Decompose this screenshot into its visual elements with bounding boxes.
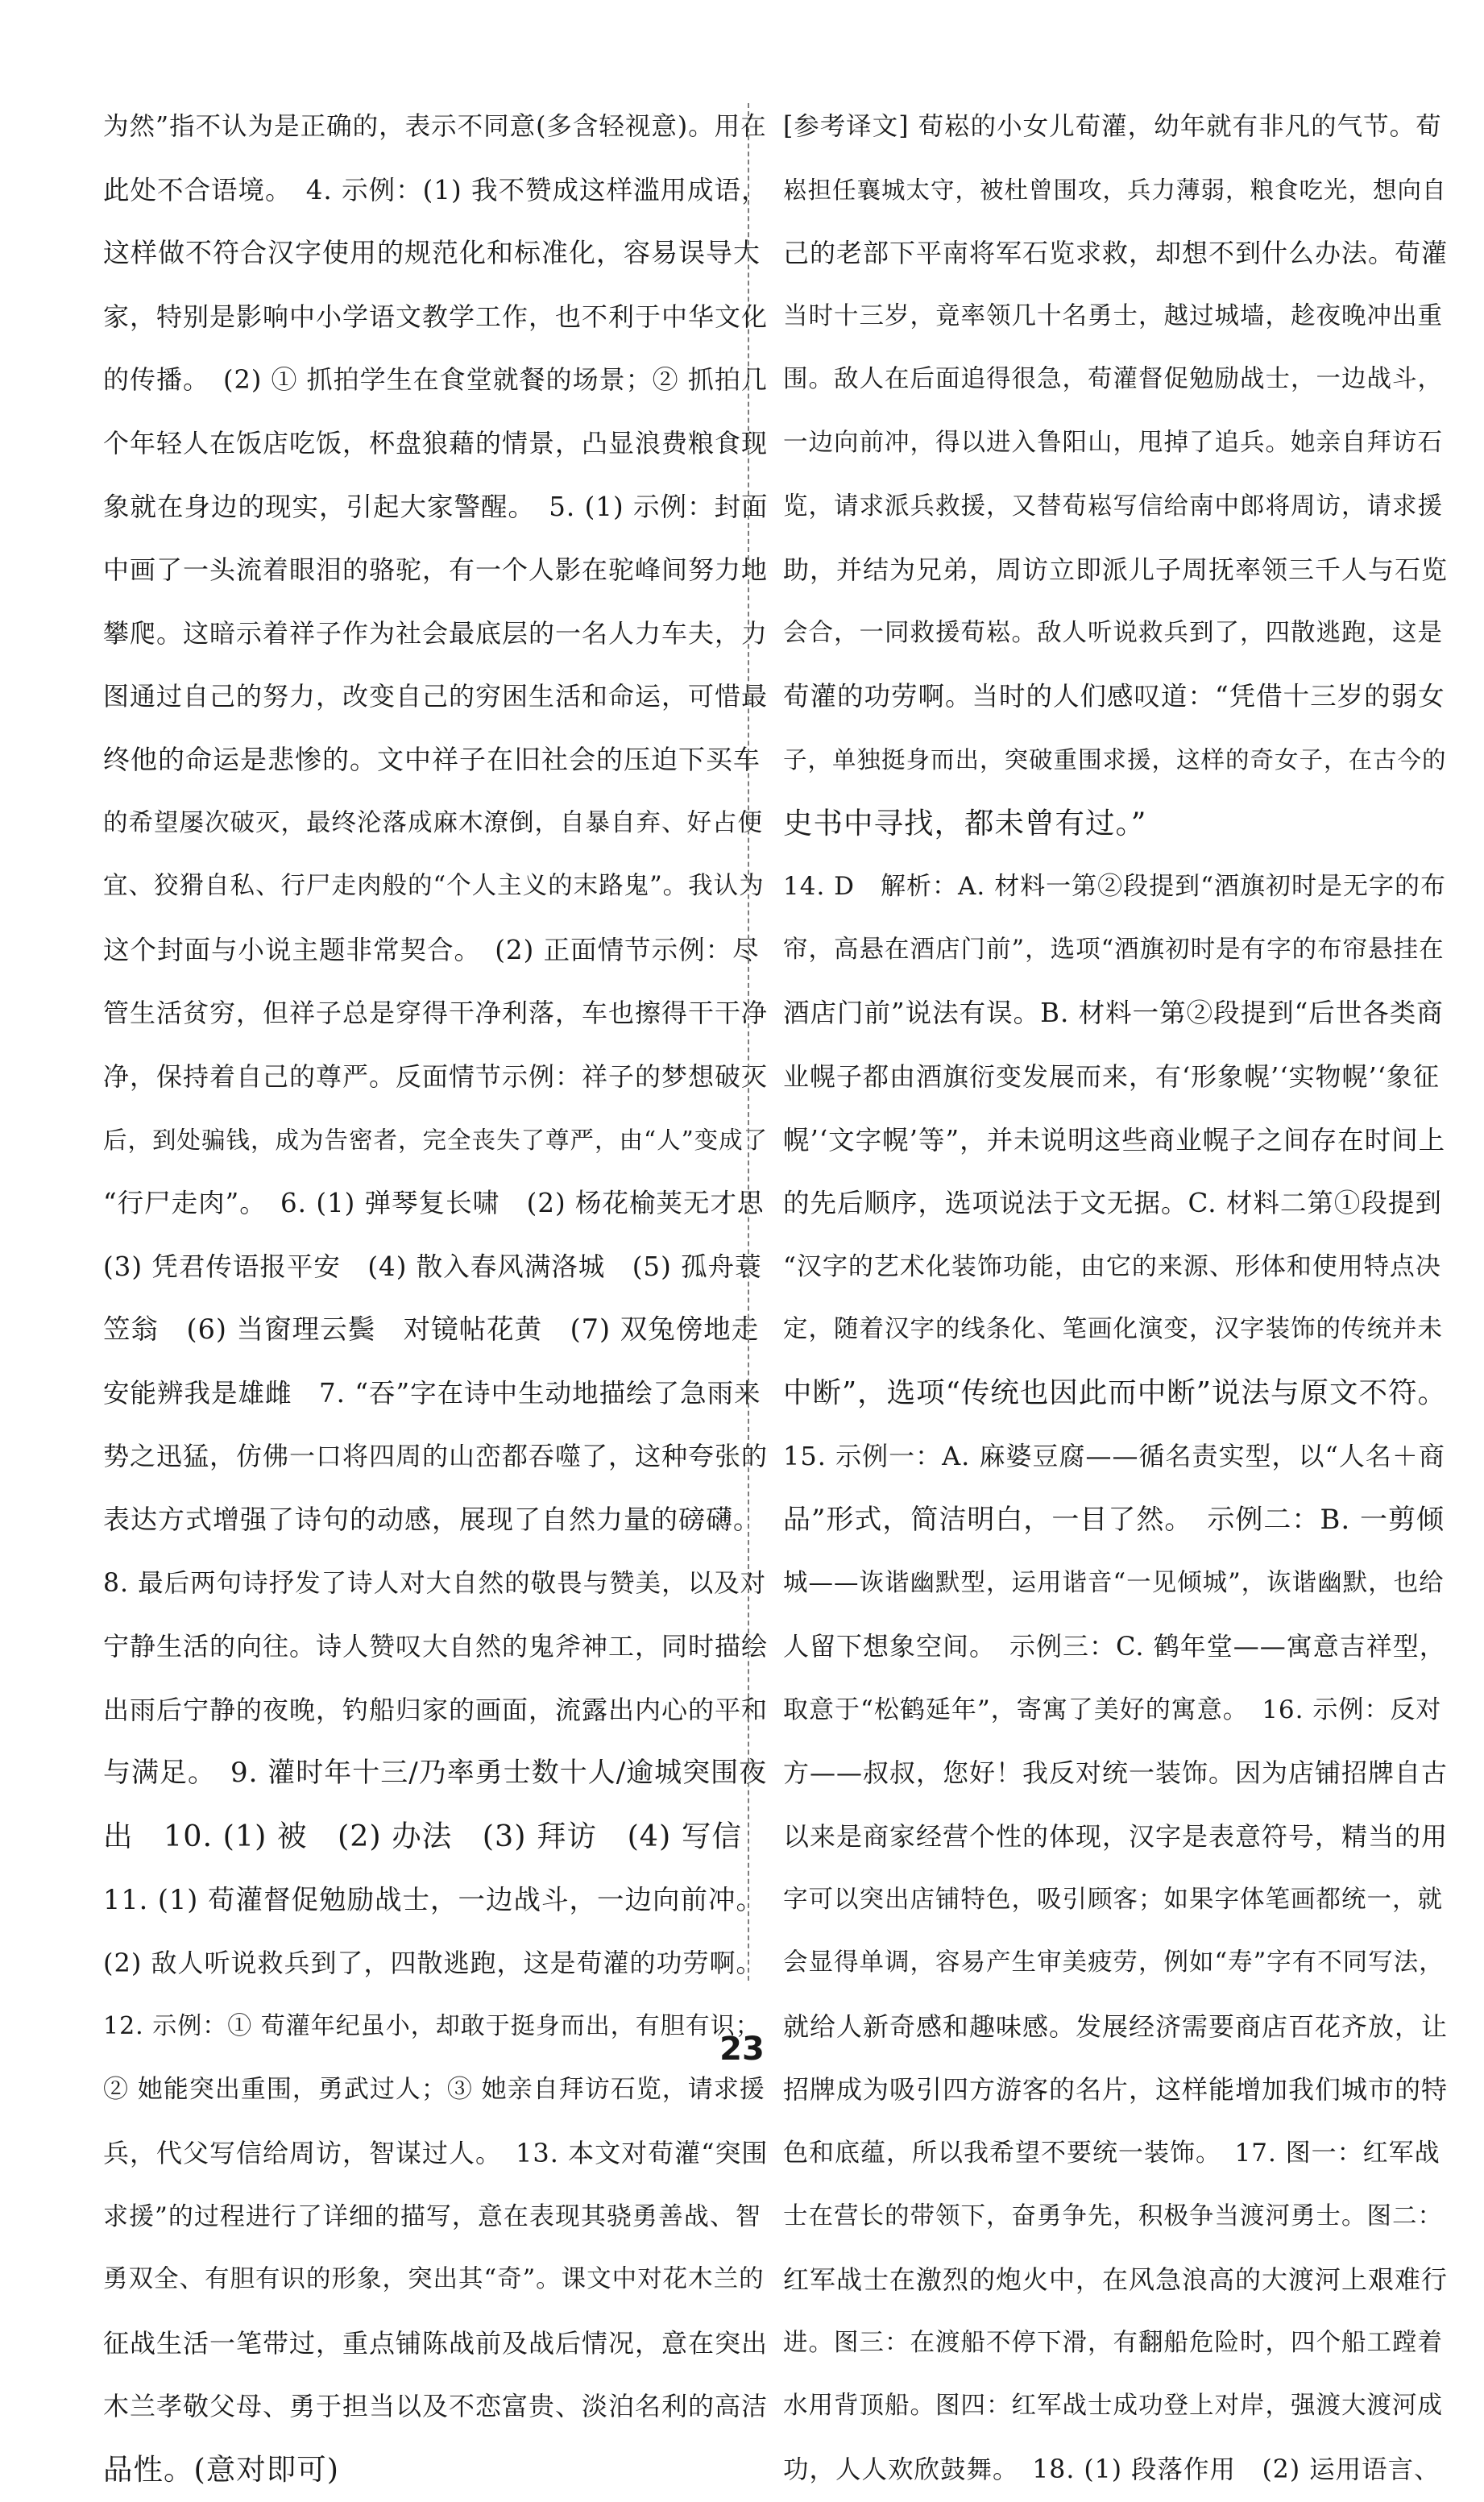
text-line: “汉字的艺术化装饰功能，由它的来源、形体和使用特点决 xyxy=(783,1251,1441,1281)
text-line: 色和底蕴，所以我希望不要统一装饰。 17. 图一：红军战 xyxy=(783,2139,1440,2168)
text-line: 8. 最后两句诗抒发了诗人对大自然的敬畏与赞美，以及对 xyxy=(103,1568,767,1598)
text-line: 笠翁 (6) 当窗理云鬓 对镜帖花黄 (7) 双兔傍地走 xyxy=(103,1313,760,1346)
text-line: 宁静生活的向往。诗人赞叹大自然的鬼斧神工，同时描绘 xyxy=(103,1631,768,1662)
text-line: 城——诙谐幽默型，运用谐音“一见倾城”，诙谐幽默，也给 xyxy=(783,1568,1445,1597)
text-line: 幌’‘文字幌’等”，并未说明这些商业幌子之间存在时间上 xyxy=(783,1124,1446,1156)
text-line: 荀灌的功劳啊。当时的人们感叹道：“凭借十三岁的弱女 xyxy=(783,681,1445,712)
text-line: 表达方式增强了诗句的动感，展现了自然力量的磅礴。 xyxy=(103,1504,761,1536)
text-line: 图通过自己的努力，改变自己的穷困生活和命运，可惜最 xyxy=(103,681,768,712)
text-line: 为然”指不认为是正确的，表示不同意(多含轻视意)。用在 xyxy=(103,112,767,141)
text-line: 酒店门前”说法有误。B. 材料一第②段提到“后世各类商 xyxy=(783,998,1444,1029)
text-line: 家，特别是影响中小学语文教学工作，也不利于中华文化 xyxy=(103,301,768,332)
text-line: (2) 敌人听说救兵到了，四散逃跑，这是荀灌的功劳啊。 xyxy=(103,1948,763,1979)
text-line: 木兰孝敬父母、勇于担当以及不恋富贵、淡泊名利的高洁 xyxy=(103,2391,768,2422)
right-column xyxy=(783,95,1448,2502)
text-line: 后，到处骗钱，成为告密者，完全丧失了尊严，由“人”变成了 xyxy=(103,1126,768,1154)
text-line: 终他的命运是悲惨的。文中祥子在旧社会的压迫下买车 xyxy=(103,743,761,775)
text-line: 以来是商家经营个性的体现，汉字是表意符号，精当的用 xyxy=(783,1821,1448,1853)
text-line: 品”形式，简洁明白，一目了然。 示例二：B. 一剪倾 xyxy=(783,1504,1445,1537)
text-line: 中断”，选项“传统也因此而中断”说法与原文不符。 xyxy=(783,1375,1447,1409)
text-line: (3) 凭君传语报平安 (4) 散入春风满洛城 (5) 孤舟蓑 xyxy=(103,1251,762,1282)
text-line: 势之迅猛，仿佛一口将四周的山峦都吞噬了，这种夸张的 xyxy=(103,1441,768,1472)
text-line: 象就在身边的现实，引起大家警醒。 5. (1) 示例：封面 xyxy=(103,491,768,522)
text-line: 勇双全、有胆有识的形象，突出其“奇”。课文中对花木兰的 xyxy=(103,2265,765,2294)
text-line: 宜、狡猾自私、行尸走肉般的“个人主义的末路鬼”。我认为 xyxy=(103,872,765,901)
page-number: 23 xyxy=(719,2031,765,2068)
text-line: 求援”的过程进行了详细的描写，意在表现其骁勇善战、智 xyxy=(103,2201,761,2231)
text-line: [参考译文] 荀崧的小女儿荀灌，幼年就有非凡的气节。荀 xyxy=(783,112,1442,141)
column-divider xyxy=(748,103,749,1981)
text-line: 就给人新奇感和趣味感。发展经济需要商店百花齐放，让 xyxy=(783,2010,1448,2042)
text-line: 字可以突出店铺特色，吸引顾客；如果字体笔画都统一，就 xyxy=(783,1885,1443,1914)
text-line: 中画了一头流着眼泪的骆驼，有一个人影在驼峰间努力地 xyxy=(103,554,768,586)
text-line: 子，单独挺身而出，突破重围求援，这样的奇女子，在古今的 xyxy=(783,745,1447,774)
text-line: 人留下想象空间。 示例三：C. 鹤年堂——寓意吉祥型， xyxy=(783,1631,1446,1662)
text-line: 崧担任襄城太守，被杜曾围攻，兵力薄弱，粮食吃光，想向自 xyxy=(783,176,1447,204)
text-line: 当时十三岁，竟率领几十名勇士，越过城墙，趁夜晚冲出重 xyxy=(783,301,1443,330)
text-line: 助，并结为兄弟，周访立即派儿子周抚率领三千人与石览 xyxy=(783,554,1448,586)
text-line: 会合，一同救援荀崧。敌人听说救兵到了，四散逃跑，这是 xyxy=(783,618,1443,647)
text-line: ② 她能突出重围，勇武过人；③ 她亲自拜访石览，请求援 xyxy=(103,2075,765,2105)
text-line: 进。图三：在渡船不停下滑，有翻船危险时，四个船工蹚着 xyxy=(783,2328,1443,2357)
text-line: 史书中寻找，都未曾有过。” xyxy=(783,805,1147,840)
text-line: “行尸走肉”。 6. (1) 弹琴复长啸 (2) 杨花榆荚无才思 xyxy=(103,1188,765,1219)
text-line: 士在营长的带领下，奋勇争先，积极争当渡河勇士。图二： xyxy=(783,2201,1443,2230)
text-line: 11. (1) 荀灌督促勉励战士，一边战斗，一边向前冲。 xyxy=(103,1883,765,1915)
text-line: 定，随着汉字的线条化、笔画化演变，汉字装饰的传统并未 xyxy=(783,1315,1443,1344)
text-line: 攀爬。这暗示着祥子作为社会最底层的一名人力车夫，力 xyxy=(103,617,768,649)
text-line: 览，请求派兵救援，又替荀崧写信给南中郎将周访，请求援 xyxy=(783,492,1443,521)
text-line: 取意于“松鹤延年”，寄寓了美好的寓意。 16. 示例：反对 xyxy=(783,1695,1442,1724)
text-line: 安能辨我是雄雌 7. “吞”字在诗中生动地描绘了急雨来 xyxy=(103,1377,761,1409)
text-line: 此处不合语境。 4. 示例：(1) 我不赞成这样滥用成语， xyxy=(103,174,768,205)
text-line: 个年轻人在饭店吃饭，杯盘狼藉的情景，凸显浪费粮食现 xyxy=(103,427,768,458)
text-line: 围。敌人在后面追得很急，荀灌督促勉励战士，一边战斗， xyxy=(783,365,1443,394)
text-line: 出 10. (1) 被 (2) 办法 (3) 拜访 (4) 写信 xyxy=(103,1819,742,1854)
text-line: 12. 示例：① 荀灌年纪虽小，却敢于挺身而出，有胆有识； xyxy=(103,2011,761,2040)
text-line: 征战生活一笔带过，重点铺陈战前及战后情况，意在突出 xyxy=(103,2327,768,2359)
text-line: 与满足。 9. 灌时年十三/乃率勇士数十人/逾城突围夜 xyxy=(103,1757,768,1790)
text-line: 这个封面与小说主题非常契合。 (2) 正面情节示例：尽 xyxy=(103,934,760,965)
text-line: 己的老部下平南将军石览求救，却想不到什么办法。荀灌 xyxy=(783,238,1448,269)
text-line: 的传播。 (2) ① 抓拍学生在食堂就餐的场景；② 抓拍几 xyxy=(103,364,768,396)
text-line: 管生活贫穷，但祥子总是穿得干净利落，车也擦得干干净 xyxy=(103,998,768,1029)
text-line: 的希望屡次破灭，最终沦落成麻木潦倒，自暴自弃、好占便 xyxy=(103,808,763,837)
text-line: 的先后顺序，选项说法于文无据。C. 材料二第①段提到 xyxy=(783,1188,1442,1219)
text-line: 14. D 解析：A. 材料一第②段提到“酒旗初时是无字的布 xyxy=(783,872,1446,902)
text-line: 一边向前冲，得以进入鲁阳山，甩掉了追兵。她亲自拜访石 xyxy=(783,428,1443,457)
text-line: 净，保持着自己的尊严。反面情节示例：祥子的梦想破灭 xyxy=(103,1060,768,1092)
left-column xyxy=(103,95,768,2502)
text-line: 出雨后宁静的夜晚，钓船归家的画面，流露出内心的平和 xyxy=(103,1694,768,1725)
text-line: 红军战士在激烈的炮火中，在风急浪高的大渡河上艰难行 xyxy=(783,2264,1448,2296)
text-line: 15. 示例一：A. 麻婆豆腐——循名责实型，以“人名＋商 xyxy=(783,1441,1445,1472)
text-line: 帘，高悬在酒店门前”，选项“酒旗初时是有字的布帘悬挂在 xyxy=(783,935,1445,964)
text-line: 会显得单调，容易产生审美疲劳，例如“寿”字有不同写法， xyxy=(783,1948,1445,1977)
text-line: 招牌成为吸引四方游客的名片，这样能增加我们城市的特 xyxy=(783,2074,1448,2106)
text-line: 方——叔叔，您好！我反对统一装饰。因为店铺招牌自古 xyxy=(783,1757,1448,1789)
text-line: 兵，代父写信给周访，智谋过人。 13. 本文对荀灌“突围 xyxy=(103,2138,768,2168)
text-line: 功，人人欢欣鼓舞。 18. (1) 段落作用 (2) 运用语言、 xyxy=(783,2454,1440,2484)
text-line: 品性。(意对即可) xyxy=(103,2451,339,2487)
text-line: 水用背顶船。图四：红军战士成功登上对岸，强渡大渡河成 xyxy=(783,2392,1443,2421)
text-line: 业幌子都由酒旗衍变发展而来，有‘形象幌’‘实物幌’‘象征 xyxy=(783,1060,1440,1092)
text-line: 这样做不符合汉字使用的规范化和标准化，容易误导大 xyxy=(103,237,761,269)
